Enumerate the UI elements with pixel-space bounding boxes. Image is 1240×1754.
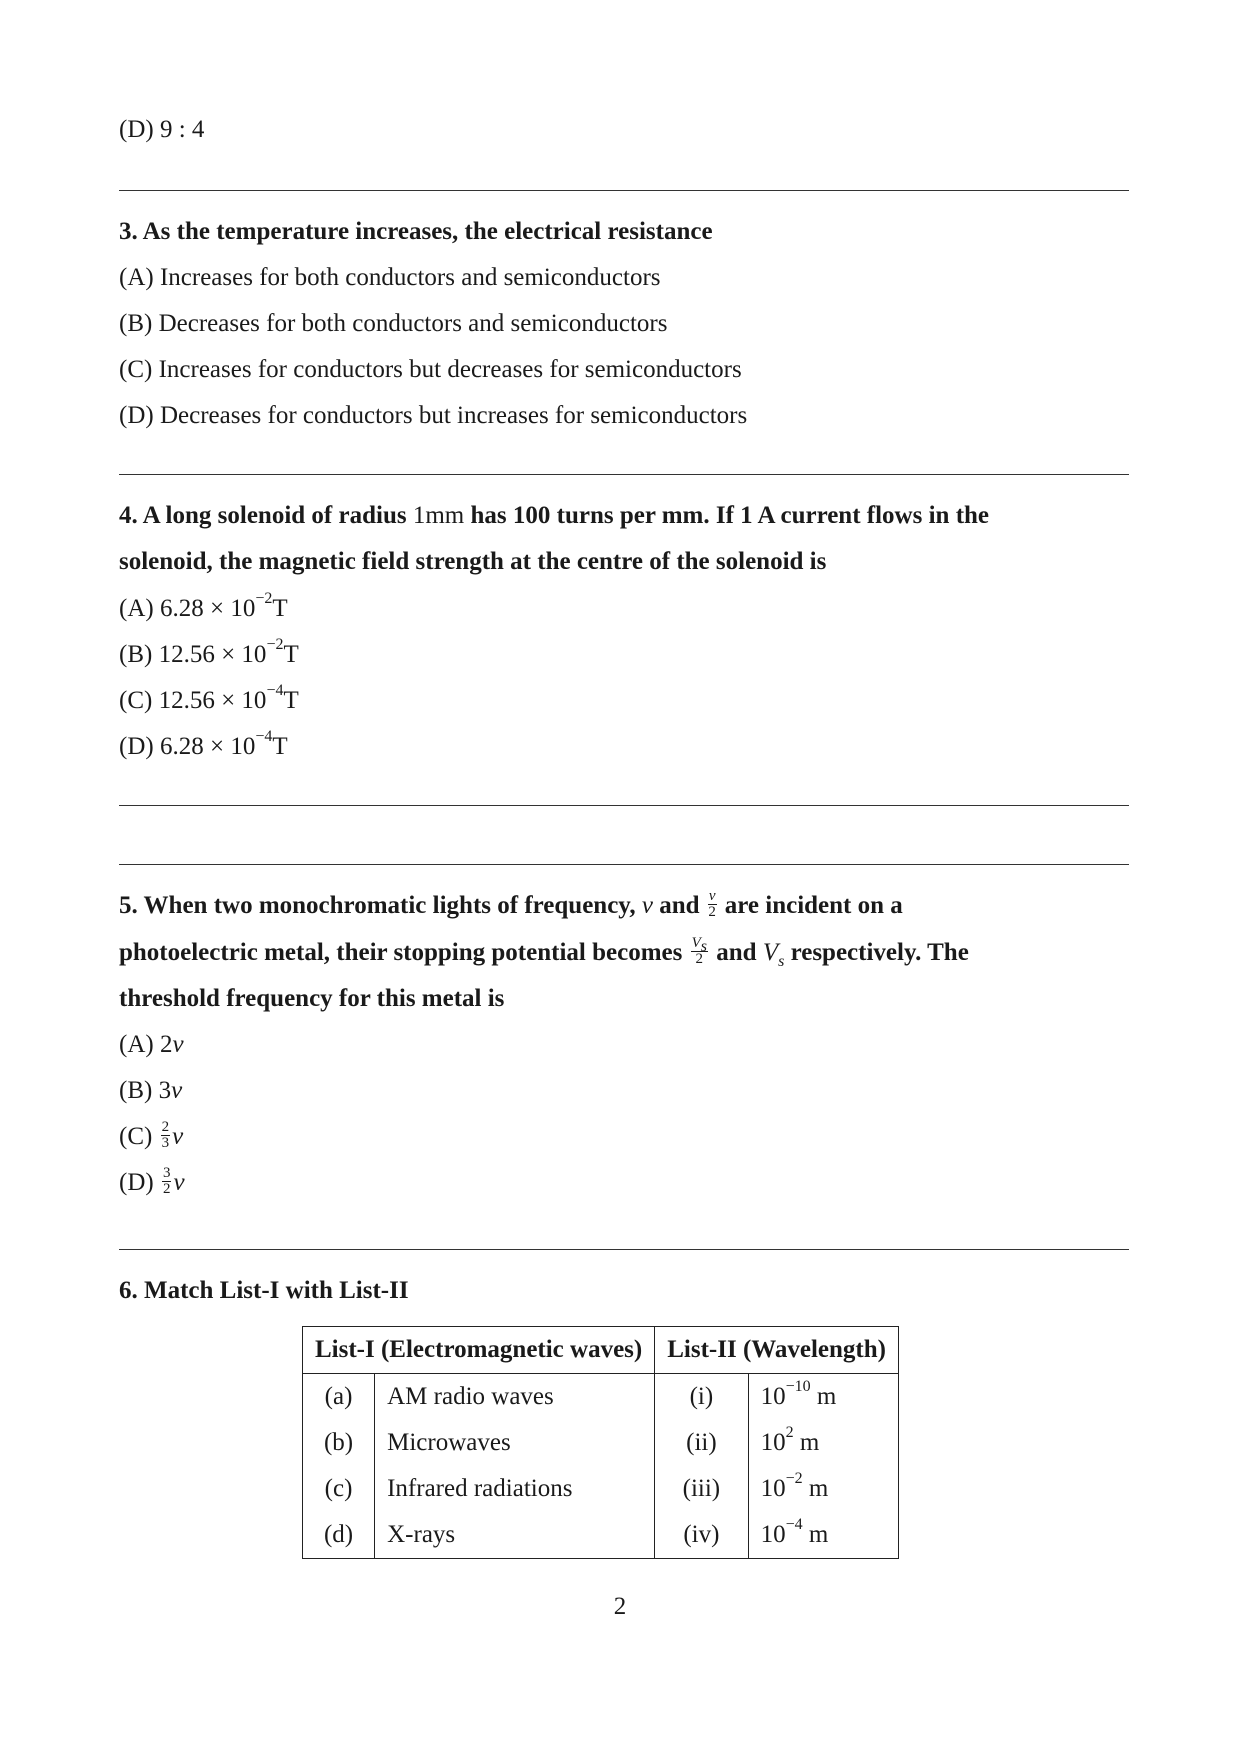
divider	[119, 864, 1129, 865]
list-1-header: List-I (Electromagnetic waves)	[303, 1327, 655, 1374]
list-1-value: X-rays	[375, 1512, 655, 1559]
table-row	[303, 1420, 899, 1466]
question-4-stem: 4. A long solenoid of radius 1mm has 100 turns per mm. If 1 A current flows in the	[119, 502, 990, 529]
question-5-stem-line2: photoelectric metal, their stopping potential becomes $\frac{V_s}{2}$ and $V_s$ respectively. The	[119, 934, 969, 970]
divider	[119, 190, 1129, 191]
question-6-stem: 6. Match List-I with List-II	[119, 1277, 409, 1304]
list-2-value: $10^{-2}$ m	[748, 1466, 898, 1512]
table-row	[303, 1512, 899, 1559]
question-3-stem: 3. As the temperature increases, the electrical resistance	[119, 218, 713, 245]
list-1-key: (b)	[303, 1420, 375, 1466]
table-row	[303, 1374, 899, 1421]
list-2-value: $10^2$ m	[748, 1420, 898, 1466]
match-table	[302, 1326, 899, 1559]
question-4-option-d: (D) $6.28 \times 10^{-4}T$	[119, 727, 288, 760]
list-2-key: (ii)	[655, 1420, 748, 1466]
list-1-key: (c)	[303, 1466, 375, 1512]
fraction: $\frac{\nu}{2}$	[708, 887, 716, 920]
fraction: $\frac{V_s}{2}$	[691, 934, 707, 967]
list-2-key: (iii)	[655, 1466, 748, 1512]
list-1-value: Infrared radiations	[375, 1466, 655, 1512]
list-2-key: (i)	[655, 1374, 748, 1421]
list-2-value: $10^{-4}$ m	[748, 1512, 898, 1559]
question-4-stem-line2: solenoid, the magnetic field strength at the centre of the solenoid is	[119, 548, 827, 575]
page-number: 2	[613, 1593, 627, 1620]
list-1-key: (d)	[303, 1512, 375, 1559]
list-2-header: List-II (Wavelength)	[655, 1327, 899, 1374]
list-1-key: (a)	[303, 1374, 375, 1421]
question-3-option-d: (D) Decreases for conductors but increases for semiconductors	[119, 402, 748, 429]
table-row	[303, 1466, 899, 1512]
question-4-option-b: (B) $12.56 \times 10^{-2}T$	[119, 635, 299, 668]
question-4-option-c: (C) $12.56 \times 10^{-4}T$	[119, 681, 299, 714]
question-5-stem-line3: threshold frequency for this metal is	[119, 985, 505, 1012]
question-5-option-c: (C) $\frac{2}{3}$ ν	[119, 1118, 184, 1151]
question-5-option-a: (A) 2ν	[119, 1031, 184, 1058]
divider	[119, 1249, 1129, 1250]
question-3-option-a: (A) Increases for both conductors and semiconductors	[119, 264, 661, 291]
divider	[119, 474, 1129, 475]
divider	[119, 805, 1129, 806]
list-2-key: (iv)	[655, 1512, 748, 1559]
fraction: $\frac{3}{2}$	[162, 1164, 171, 1197]
table-header-row	[303, 1327, 899, 1374]
list-1-value: AM radio waves	[375, 1374, 655, 1421]
list-2-value: $10^{-10}$ m	[748, 1374, 898, 1421]
question-5-option-b: (B) 3ν	[119, 1077, 183, 1104]
fraction: $\frac{2}{3}$	[161, 1118, 170, 1151]
question-5-option-d: (D) $\frac{3}{2}$ ν	[119, 1164, 185, 1197]
question-5-stem-line1: 5. When two monochromatic lights of frequency, ν and $\frac{\nu}{2}$ are incident on a	[119, 887, 903, 920]
list-1-value: Microwaves	[375, 1420, 655, 1466]
question-3-option-b: (B) Decreases for both conductors and semiconductors	[119, 310, 668, 337]
question-4-option-a: (A) $6.28 \times 10^{-2}T$	[119, 589, 288, 622]
question-3-option-c: (C) Increases for conductors but decreases for semiconductors	[119, 356, 742, 383]
prev-option-d: (D) 9 : 4	[119, 116, 205, 143]
